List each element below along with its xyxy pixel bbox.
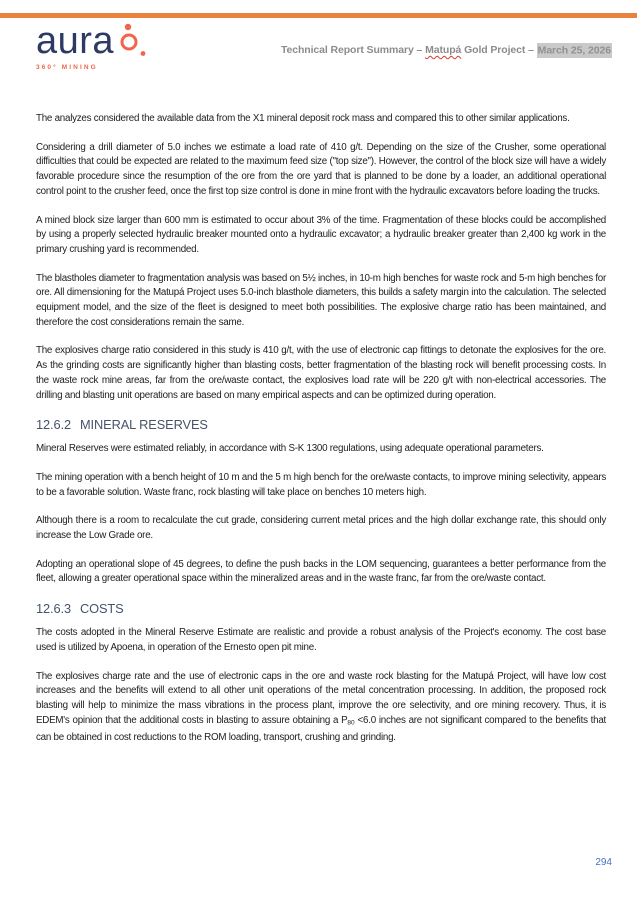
p80-subscript: 80 bbox=[347, 719, 355, 727]
header-project-name: Matupá bbox=[425, 44, 462, 56]
document-header-title bbox=[170, 44, 612, 56]
page-number: 294 bbox=[595, 857, 612, 868]
paragraph-costs-adopted: The costs adopted in the Mineral Reserve Estimate are realistic and provide a robust analysis of the Project's economy. The cost base used is utilized by Apoena, in operation of the Ernesto open pit mine. bbox=[36, 627, 606, 653]
paragraph-analyzes: The analyzes considered the available data from the X1 mineral deposit rock mass and compared this to other similar applications. bbox=[36, 113, 570, 124]
aura-logo-tagline: 360° MINING bbox=[36, 64, 98, 71]
paragraph-charge-ratio: The explosives charge ratio considered in this study is 410 g/t, with the use of electronic cap fittings to detonate the explosives for the ore. As the grinding costs are significantly higher than blasting costs, better fragmentation of the blasting rock will benefit processing costs. In the waste rock mine areas, far from the ore/waste contact, the explosives load rate will be 220 g/t with non-electrical accessories. The drilling and blasting unit operations are based on many empirical aspects and can be optimized during operation. bbox=[36, 345, 606, 401]
section-heading-mineral-reserves bbox=[36, 417, 606, 433]
paragraph-bench-height: The mining operation with a bench height of 10 m and the 5 m high bench for the ore/waste contacts, to improve mining selectivity, appears to be a favorable solution. Waste franc, rock blasting will take place on benches 10 meters high. bbox=[36, 471, 606, 498]
aura-logo bbox=[36, 20, 146, 71]
section-title: MINERAL RESERVES bbox=[79, 417, 208, 433]
closing-text-before: The explosives charge rate and the use of electronic caps in the ore and waste rock blasting for the Matupá Project, will have low cost increases and the benefits will extend to all other unit operations of the metal concentration processing. In addition, the proposed rock blasting will help to minimize the mass vibrations in the process plant, improve the ore selectivity, and ore mining recovery. Thus, it is EDEM's opinion that the additional costs in blasting to assure obtaining a P bbox=[36, 670, 606, 726]
section-number: 12.6.3 bbox=[36, 601, 71, 617]
header-title-middle: Gold Project – bbox=[461, 44, 537, 56]
paragraph-block-size: A mined block size larger than 600 mm is estimated to occur about 3% of the time. Fragmentation of these blocks could be accomplished by using a properly selected hydraulic breaker mounted onto a hydraulic excavator; a hydraulic breaker greater than 2,400 kg work in the primary crushing yard is recommended. bbox=[36, 214, 606, 255]
section-title: COSTS bbox=[79, 601, 124, 617]
document-body bbox=[36, 112, 606, 760]
paragraph-cut-grade: Although there is a room to recalculate the cut grade, considering current metal prices and the high dollar exchange rate, this should only increase the Low Grade ore. bbox=[36, 515, 606, 542]
section-number: 12.6.2 bbox=[36, 417, 71, 433]
paragraph-operational-slope: Adopting an operational slope of 45 degrees, to define the push backs in the LOM sequencing, guarantees a better performance from the fleet, allowing a greater operational space within the mineralized areas and in the waste franc, far from the ore/waste contact. bbox=[36, 558, 606, 585]
aura-logo-mark-icon bbox=[116, 20, 146, 60]
section-heading-costs bbox=[36, 601, 606, 617]
paragraph-reserves-estimated: Mineral Reserves were estimated reliably, in accordance with S-K 1300 regulations, using adequate operational parameters. bbox=[36, 443, 544, 455]
header-title-prefix: Technical Report Summary – bbox=[280, 44, 426, 56]
paragraph-blastholes: The blastholes diameter to fragmentation analysis was based on 5½ inches, in 10-m high benches for waste rock and 5-m high benches for ore. All dimensioning for the Matupá Project uses 5.0-inch blasthole diameters, this builds a safety margin into the calculation. The selected equipment model, and the size of the fleet is designed to meet both possibilities. The explosive charge ratio has been maintained, and therefore the cost considerations remain the same. bbox=[36, 272, 606, 328]
paragraph-costs-closing bbox=[36, 670, 606, 746]
aura-logo-text: aura bbox=[36, 20, 115, 62]
accent-bar bbox=[0, 13, 637, 18]
closing-text-after: <6.0 inches are not significant compared to the benefits that can be obtained in cost reductions to the ROM loading, transport, crushing and grinding. bbox=[36, 714, 606, 743]
paragraph-drill-diameter: Considering a drill diameter of 5.0 inches we estimate a load rate of 410 g/t. Depending on the size of the Crusher, some operational difficulties that could be expected are related to the maximum feed size ("top size"). However, the control of the block size will have a widely favorable procedure since the resumption of the ore from the ore yard that is planned to be done by a loader, an additional operational control point to the crusher feed, once the first top size control is done in mine front with the hydraulic excavators before loading the trucks. bbox=[36, 141, 606, 197]
header-date-field[interactable]: March 25, 2026 bbox=[537, 44, 611, 56]
